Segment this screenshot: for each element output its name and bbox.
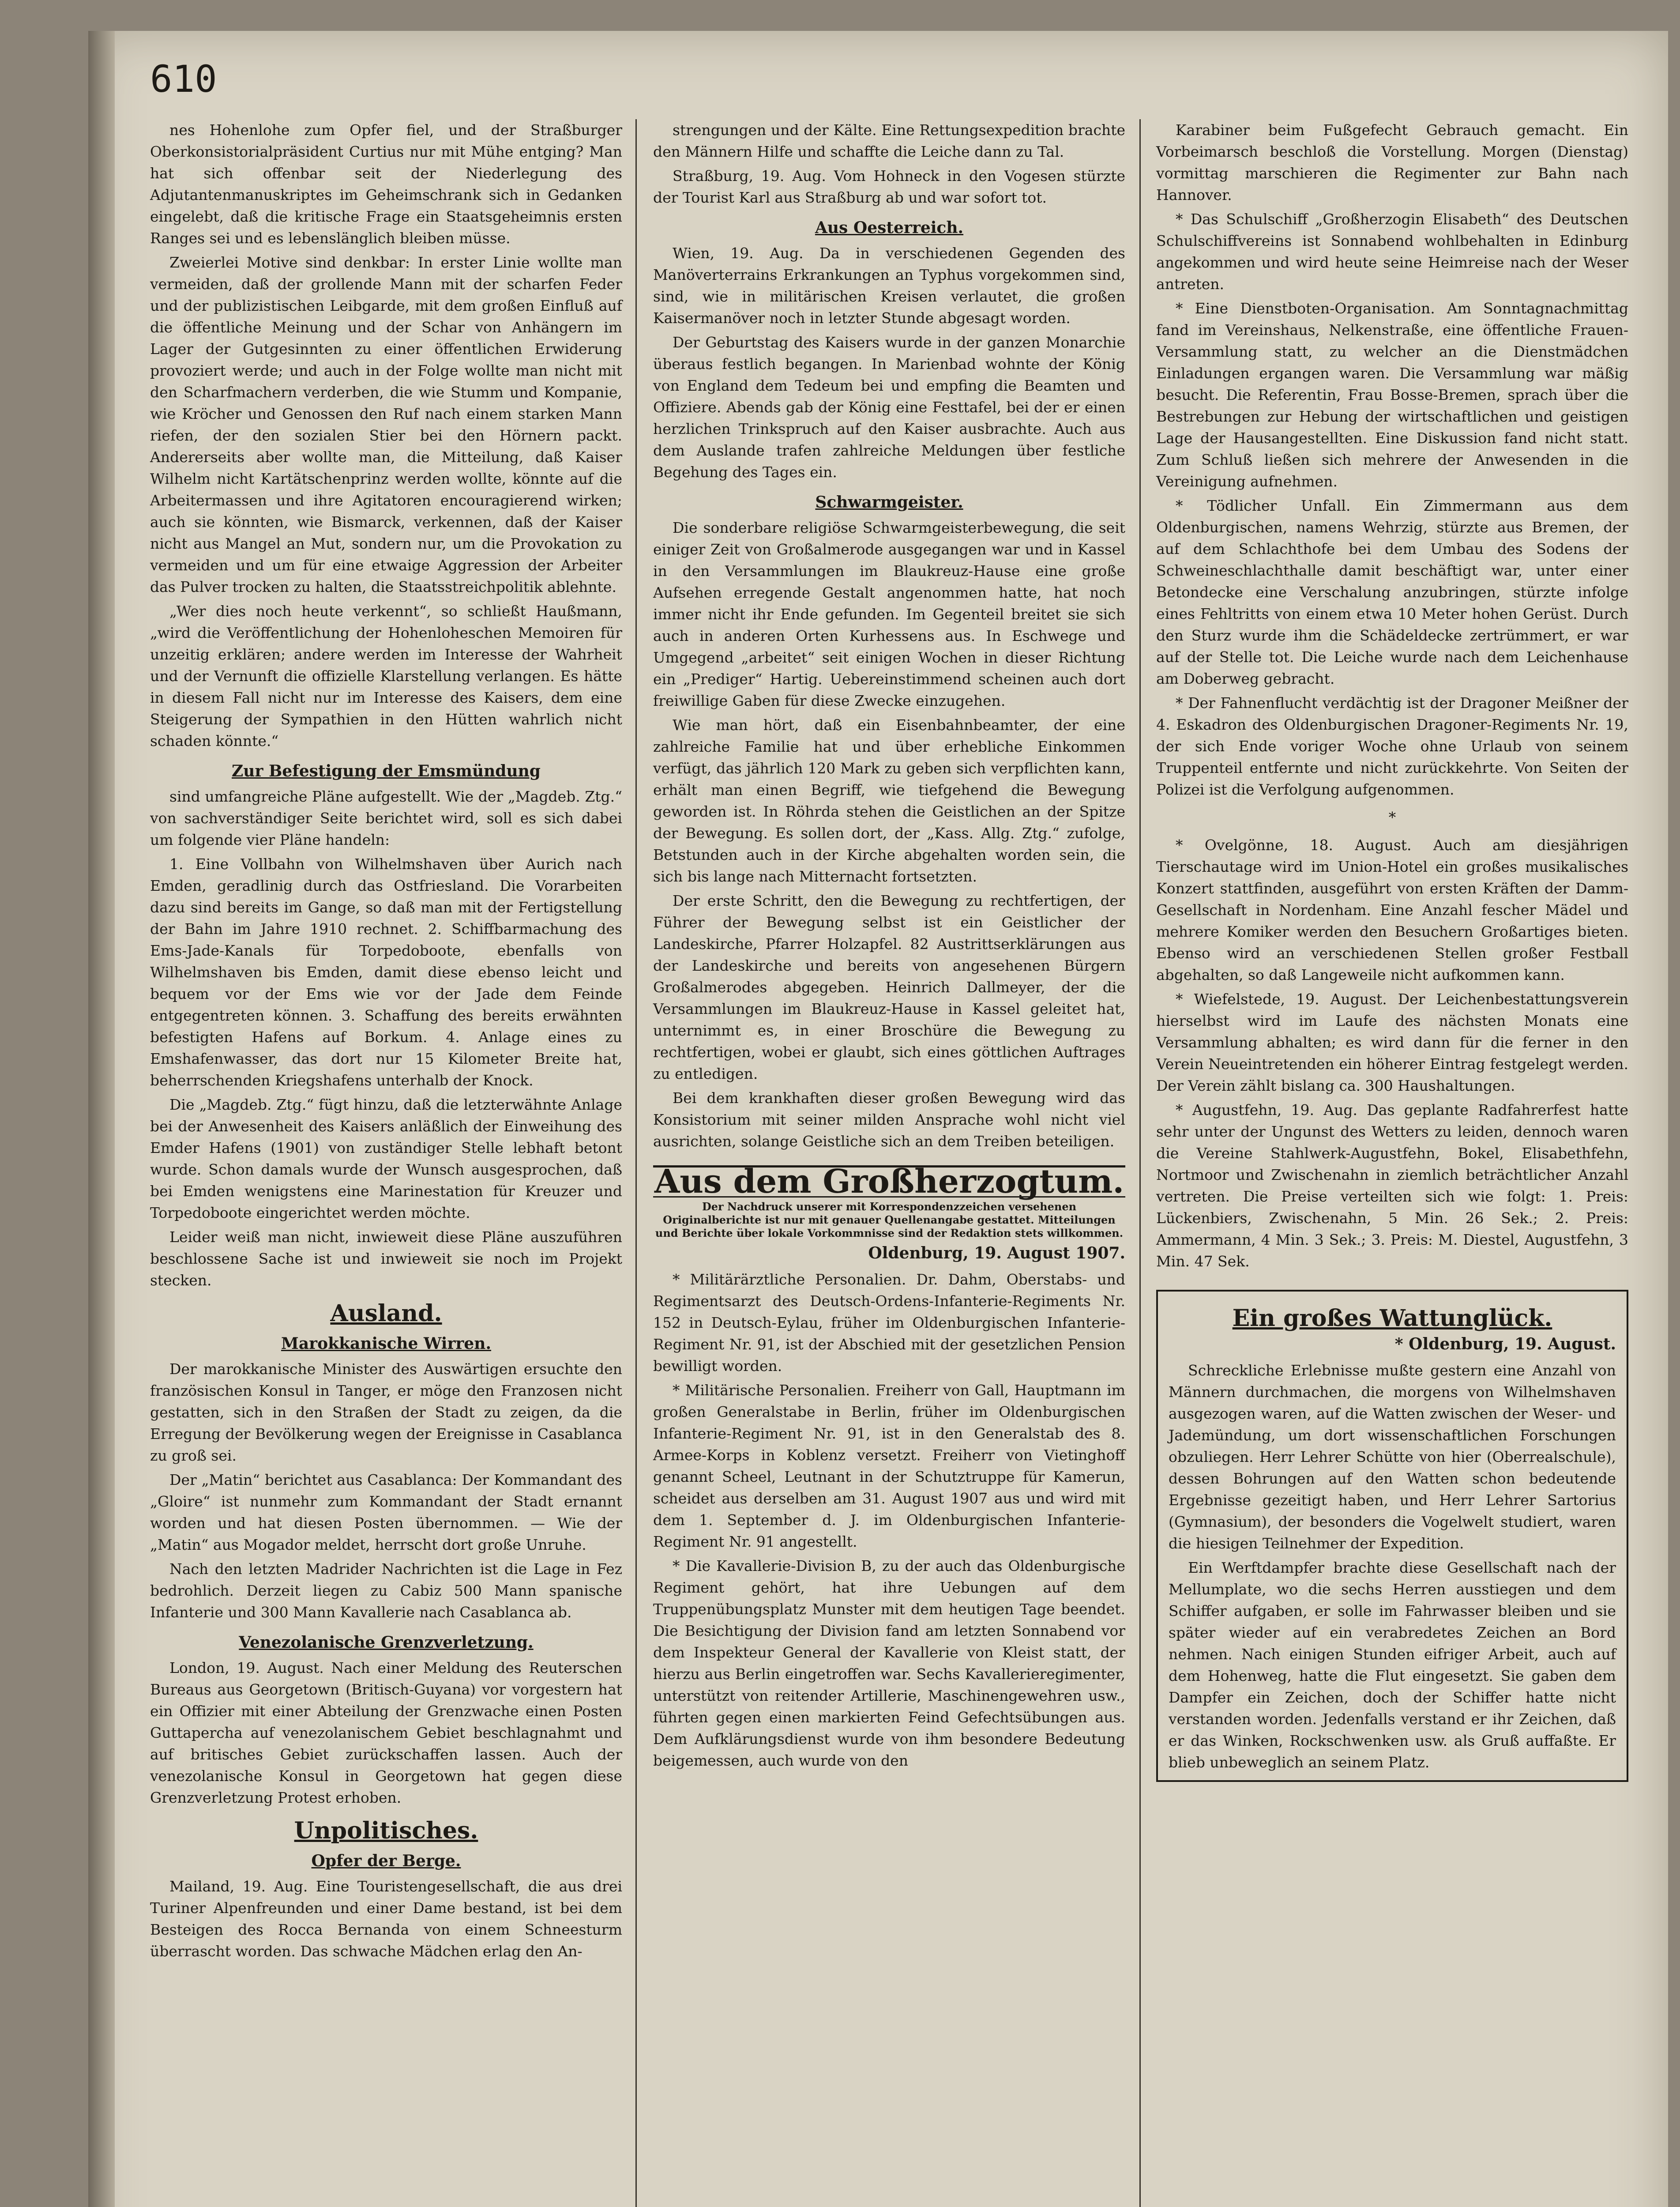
paragraph: sind umfangreiche Pläne aufgestellt. Wie der „Magdeb. Ztg.“ von sachverständiger Seite berichtet wird, soll es sich dabei um folgende vier Pläne handeln:	[150, 788, 622, 848]
column-3	[1156, 119, 1628, 1782]
paragraph: * Militärische Personalien. Freiherr von Gall, Hauptmann im großen Generalstabe in Berlin, früher im Oldenburgischen Infanterie-Regiment Nr. 91, ist in den Generalstab des 8. Armee-Korps in Koblenz versetzt. Freiherr von Vietinghoff genannt Scheel, Leutnant in der Schutztruppe für Kamerun, scheidet aus derselben am 31. August 1907 aus und wird mit dem 1. September d. J. im Oldenburgischen Infanterie-Regiment Nr. 91 angestellt.	[653, 1382, 1125, 1550]
page-number: 610	[150, 57, 217, 101]
paragraph-group	[150, 119, 622, 752]
sub-heading: Marokkanische Wirren.	[281, 1334, 492, 1353]
paragraph: Mailand, 19. Aug. Eine Touristengesellschaft, die aus drei Turiner Alpenfreunden und einer Dame bestand, ist bei dem Besteigen des Rocca Bernanda von einem Schneesturm überrascht worden. Das schwache Mädchen erlag den An-	[150, 1878, 622, 1960]
section-heading: Schwarmgeister.	[815, 493, 963, 512]
section-heading: Zur Befestigung der Emsmündung	[232, 762, 541, 780]
paragraph: * Tödlicher Unfall. Ein Zimmermann aus dem Oldenburgischen, namens Wehrzig, stürzte aus Bremen, der auf dem Schlachthofe bei dem Umbau des Sodens der Schweineschlachthalle damit beschäftigt war, unter einer Betondecke eine Verschalung anzubringen, stürzte infolge eines Fehltritts von einem etwa 10 Meter hohen Gerüst. Durch den Sturz wurde ihm die Schädeldecke zertrümmert, er war auf der Stelle tot. Die Leiche wurde nach dem Leichenhause am Doberweg gebracht.	[1156, 497, 1628, 687]
paragraph: Der marokkanische Minister des Auswärtigen ersuchte den französischen Konsul in Tanger, er möge den Franzosen nicht gestatten, sich in den Straßen der Stadt zu zeigen, da die Erregung der Bevölkerung wegen der Ereignisse in Casablanca zu groß sei.	[150, 1360, 622, 1464]
paragraph: Der erste Schritt, den die Bewegung zu rechtfertigen, der Führer der Bewegung selbst ist ein Geistlicher der Landeskirche, Pfarrer Holzapfel. 82 Austrittserklärungen aus der Landeskirche und bereits von angesehenen Bürgern Großalmerodes abgegeben. Heinrich Dallmeyer, der die Versammlungen im Blaukreuz-Hause in Kassel geleitet hat, unternimmt es, in einer Broschüre die Bewegung zu rechtfertigen, wobei er glaubt, sich eines göttlichen Auftrages zu entledigen.	[653, 892, 1125, 1082]
dateline: Oldenburg, 19. August 1907.	[868, 1244, 1125, 1262]
paragraph: Die sonderbare religiöse Schwarmgeisterbewegung, die seit einiger Zeit von Großalmerode ausgegangen war und in Kassel in den Versammlungen im Blaukreuz-Hause eine große Aufsehen erregende Gestalt angenommen hatte, hat noch immer nicht ihr Ende gefunden. Im Gegenteil breitet sie sich auch in anderen Orten Kurhessens aus. In Eschwege und Umgegend „arbeitet“ seit einigen Wochen in dieser Richtung ein „Prediger“ Hartig. Uebereinstimmend scheinen auch dort freiwillige Gaben für diese Zwecke einzugehen.	[653, 519, 1125, 709]
section-heading: Unpolitisches.	[294, 1817, 478, 1844]
sub-heading: Opfer der Berge.	[311, 1852, 461, 1870]
paragraph: Straßburg, 19. Aug. Vom Hohneck in den Vogesen stürzte der Tourist Karl aus Straßburg ab und war sofort tot.	[653, 167, 1125, 206]
column-rule	[635, 119, 637, 2207]
paragraph: „Wer dies noch heute verkennt“, so schließt Haußmann, „wird die Veröffentlichung der Hohenloheschen Memoiren für unzeitig erklären; andere werden im Interesse der Wahrheit und der Vernunft die offizielle Klarstellung verlangen. Es hätte in diesem Fall nicht nur im Interesse des Kaisers, dem eine Steigerung der Sympathien in den Hütten wahrlich nicht schaden könnte.“	[150, 603, 622, 749]
paragraph: Leider weiß man nicht, inwieweit diese Pläne auszuführen beschlossene Sache ist und inwieweit sie noch im Projekt stecken.	[150, 1228, 622, 1289]
paragraph: Der Geburtstag des Kaisers wurde in der ganzen Monarchie überaus festlich begangen. In Marienbad wohnte der König von England dem Tedeum bei und empfing die Beamten und Offiziere. Abends gab der König eine Festtafel, bei der er einen herzlichen Trinkspruch auf den Kaiser ausbrachte. Auch aus dem Auslande trafen zahlreiche Meldungen über festliche Begehung des Tages ein.	[653, 334, 1125, 481]
paragraph: Zweierlei Motive sind denkbar: In erster Linie wollte man vermeiden, daß der grollende Mann mit der scharfen Feder und der publizistischen Leibgarde, mit dem großen Einfluß auf die öffentliche Meinung und der Schar von Anhängern im Lager der Gutgesinnten zu einer öffentlichen Erwiderung provoziert werde; und auch in der Folge wollte man nicht mit den Scharfmachern verderben, die wie Stumm und Kompanie, wie Kröcher und Genossen den Ruf nach einem starken Mann riefen, der den sozialen Stier bei den Hörnern packt. Andererseits aber wollte man, die Mitteilung, daß Kaiser Wilhelm nicht Kartätschenprinz werden wollte, könnte auf die Arbeitermassen und ihre Agitatoren encouragierend wirken; auch sie könnten, wie Bismarck, verkennen, daß der Kaiser nicht aus Mangel an Mut, sondern nur, um die Provokation zu vermeiden und um für eine etwaige Aggression der Arbeiter das Pulver trocken zu halten, die Staatsstreichpolitik ablehnte.	[150, 254, 622, 595]
article-title: Ein großes Wattunglück.	[1232, 1305, 1552, 1332]
paragraph: nes Hohenlohe zum Opfer fiel, und der Straßburger Oberkonsistorialpräsident Curtius nur mit Mühe entging? Man hat sich offenbar seit der Niederlegung des Adjutantenmanuskriptes im Geheimschrank sich in Gedanken eingelebt, daß die kritische Frage ein Staatsgeheimnis ersten Ranges sei und es lebenslänglich bleiben müsse.	[150, 121, 622, 247]
column-rule	[1139, 119, 1141, 2207]
dateline: * Oldenburg, 19. August.	[1394, 1335, 1616, 1353]
paragraph: Ein Werftdampfer brachte diese Gesellschaft nach der Mellumplate, wo die sechs Herren ausstiegen und dem Schiffer aufgaben, er solle im Fahrwasser bleiben und sie später wieder auf ein verabredetes Zeichen an Bord nehmen. Nach einigen Stunden eifriger Arbeit, auch auf dem Hohenweg, hatte die Flut eingesetzt. Sie gaben dem Dampfer ein Zeichen, doch der Schiffer hatte nicht verstanden worden. Jedenfalls verstand er ihr Zeichen, daß er das Winken, Rockschwenken usw. als Gruß auffaßte. Er blieb unbeweglich an seinem Platz.	[1169, 1559, 1616, 1771]
paragraph: 1. Eine Vollbahn von Wilhelmshaven über Aurich nach Emden, geradlinig durch das Ostfriesland. Die Vorarbeiten dazu sind bereits im Gange, so daß man mit der Fertigstellung der Bahn im Jahre 1910 rechnet. 2. Schiffbarmachung des Ems-Jade-Kanals für Torpedoboote, ebenfalls von Wilhelmshaven bis Emden, damit diese ebenso leicht und bequem vor der Ems wie vor der Jade dem Feinde entgegentreten können. 3. Schaffung des bereits erwähnten befestigten Hafens auf Borkum. 4. Anlage eines zu Emshafenwasser, das dort nur 15 Kilometer Breite hat, beherrschenden Kriegshafens unterhalb der Knock.	[150, 855, 622, 1089]
paragraph: * Militärärztliche Personalien. Dr. Dahm, Oberstabs- und Regimentsarzt des Deutsch-Ordens-Infanterie-Regiments Nr. 152 in Deutsch-Eylau, früher im Oldenburgischen Infanterie-Regiment Nr. 91, ist der Abschied mit der gesetzlichen Pension bewilligt worden.	[653, 1271, 1125, 1375]
paragraph: * Ovelgönne, 18. August. Auch am diesjährigen Tierschautage wird im Union-Hotel ein großes musikalisches Konzert stattfinden, ausgeführt von ersten Kräften der Damm-Gesellschaft in Nordenham. Eine Anzahl fescher Mädel und mehrere Komiker werden den Besuchern Großartiges bieten. Ebenso wird an verschiedenen Stellen großer Festball abgehalten, so daß Langeweile nicht aufkommen kann.	[1156, 836, 1628, 983]
boxed-article	[1156, 1290, 1628, 1782]
sub-heading: Venezolanische Grenzverletzung.	[239, 1633, 534, 1652]
paragraph: * Der Fahnenflucht verdächtig ist der Dragoner Meißner der 4. Eskadron des Oldenburgischen Dragoner-Regiments Nr. 19, der sich Ende voriger Woche ohne Urlaub von seinem Truppenteil entfernte und nicht zurückkehrte. Von Seiten der Polizei ist die Verfolgung aufgenommen.	[1156, 694, 1628, 798]
paragraph: * Wiefelstede, 19. August. Der Leichenbestattungsverein hierselbst wird im Laufe des nächsten Monats eine Versammlung abhalten; es wird dann für die ferner in den Verein Neueintretenden ein höherer Eintrag festgelegt werden. Der Verein zählt bislang ca. 300 Haushaltungen.	[1156, 991, 1628, 1094]
paragraph: Bei dem krankhaften dieser großen Bewegung wird das Konsistorium mit seiner milden Ansprache wohl nicht viel ausrichten, solange Geistliche sich an dem Treiben beteiligen.	[653, 1089, 1125, 1150]
paragraph: strengungen und der Kälte. Eine Rettungsexpedition brachte den Männern Hilfe und schaffte die Leiche dann zu Tal.	[653, 121, 1125, 160]
paragraph: Wien, 19. Aug. Da in verschiedenen Gegenden des Manöverterrains Erkrankungen an Typhus vorgekommen sind, sind, wie in militärischen Kreisen verlautet, die großen Kaisermanöver noch in letzter Stunde abgesagt worden.	[653, 245, 1125, 327]
column-1	[150, 119, 622, 1965]
paragraph: Schreckliche Erlebnisse mußte gestern eine Anzahl von Männern durchmachen, die morgens von Wilhelmshaven ausgezogen waren, auf die Watten zwischen der Weser- und Jademündung, um dort wissenschaftlichen Forschungen obzuliegen. Herr Lehrer Schütte von hier (Oberrealschule), dessen Bohrungen auf den Watten schon bedeutende Ergebnisse gezeitigt haben, und Herr Lehrer Sartorius (Gymnasium), der besonders die Vogelwelt studiert, waren die hiesigen Teilnehmer der Expedition.	[1169, 1362, 1616, 1552]
paragraph: Karabiner beim Fußgefecht Gebrauch gemacht. Ein Vorbeimarsch beschloß die Vorstellung. Morgen (Dienstag) vormittag marschieren die Regimenter zur Bahn nach Hannover.	[1156, 121, 1628, 203]
paragraph: * Eine Dienstboten-Organisation. Am Sonntagnachmittag fand im Vereinshaus, Nelkenstraße, eine öffentliche Frauen-Versammlung statt, zu welcher an die Dienstmädchen Einladungen ergangen waren. Die Versammlung war mäßig besucht. Die Referentin, Frau Bosse-Bremen, sprach über die Bestrebungen zur Hebung der wirtschaftlichen und geistigen Lage der Hausangestellten. Eine Diskussion fand nicht statt. Zum Schluß ließen sich mehrere der Anwesenden in die Vereinigung aufnehmen.	[1156, 300, 1628, 490]
section-separator: *	[1388, 809, 1396, 826]
paragraph: Die „Magdeb. Ztg.“ fügt hinzu, daß die letzterwähnte Anlage bei der Anwesenheit des Kaisers anläßlich der Einweihung des Emder Hafens (1901) von zuständiger Stelle lebhaft betont wurde. Schon damals wurde der Wunsch ausgesprochen, daß bei Emden wenigstens eine Marinestation für Kreuzer und Torpedoboote eingerichtet werden möchte.	[150, 1096, 622, 1221]
paragraph: * Augustfehn, 19. Aug. Das geplante Radfahrerfest hatte sehr unter der Ungunst des Wetters zu leiden, dennoch waren die Vereine Stahlwerk-Augustfehn, Bokel, Elisabethfehn, Nortmoor und Zwischenahn in ziemlich beträchtlicher Anzahl vertreten. Die Preise verteilten sich wie folgt: 1. Preis: Lückenbiers, Zwischenahn, 5 Min. 26 Sek.; 2. Preis: Ammermann, 4 Min. 3 Sek.; 3. Preis: M. Diestel, Augustfehn, 3 Min. 47 Sek.	[1156, 1101, 1628, 1270]
paragraph: London, 19. August. Nach einer Meldung des Reuterschen Bureaus aus Georgetown (Britisch-Guyana) vor vorgestern hat ein Offizier mit einer Abteilung der Grenzwache einen Posten Guttapercha auf venezolanischem Gebiet beschlagnahmt und auf britisches Gebiet zurückschaffen lassen. Auch der venezolanische Konsul in Georgetown hat gegen diese Grenzverletzung Protest erhoben.	[150, 1659, 622, 1806]
column-2	[653, 119, 1125, 1774]
paragraph: Der „Matin“ berichtet aus Casablanca: Der Kommandant des „Gloire“ ist nunmehr zum Kommandant der Stadt ernannt worden und hat diesen Posten übernommen. — Wie der „Matin“ aus Mogador meldet, herrscht dort große Unruhe.	[150, 1471, 622, 1553]
paragraph: * Die Kavallerie-Division B, zu der auch das Oldenburgische Regiment gehört, hat ihre Uebungen auf dem Truppenübungsplatz Munster mit dem heutigen Tage beendet. Die Besichtigung der Division fand am letzten Sonnabend vor dem Inspekteur General der Kavallerie von Kleist statt, der hierzu aus Berlin eingetroffen war. Sechs Kavallerieregimenter, unterstützt von reitender Artillerie, Maschinengewehren usw., führten gegen einen markierten Feind Gefechtsübungen aus. Dem Aufklärungsdienst wurde von ihm besondere Bedeutung beigemessen, auch wurde von den	[653, 1557, 1125, 1769]
paragraph: Nach den letzten Madrider Nachrichten ist die Lage in Fez bedrohlich. Derzeit liegen zu Cabiz 500 Mann spanische Infanterie und 300 Mann Kavallerie nach Casablanca ab.	[150, 1560, 622, 1621]
section-heading: Aus Oesterreich.	[815, 218, 964, 237]
paragraph: Wie man hört, daß ein Eisenbahnbeamter, der eine zahlreiche Familie hat und über erhebliche Einkommen verfügt, das jährlich 120 Mark zu geben sich verpflichten kann, erhält man einen Begriff, wie tiefgehend die Bewegung geworden ist. In Röhrda stehen die Geistlichen an der Spitze der Bewegung. Es sollen dort, der „Kass. Allg. Ztg.“ zufolge, Betstunden auch in der Kirche abgehalten worden sein, die sich bis lange nach Mitternacht fortsetzten.	[653, 716, 1125, 885]
reprint-notice: Der Nachdruck unserer mit Korrespondenzzeichen versehenen Originalberichte ist nur mit genauer Quellenangabe gestattet. Mitteilungen und Berichte über lokale Vorkommnisse sind der Redaktion stets willkommen.	[655, 1200, 1124, 1239]
paragraph: * Das Schulschiff „Großherzogin Elisabeth“ des Deutschen Schulschiffvereins ist Sonnabend wohlbehalten in Edinburg angekommen und wird heute seine Heimreise nach der Weser antreten.	[1156, 211, 1628, 293]
binding-gutter	[88, 31, 115, 2207]
newspaper-page	[88, 31, 1668, 2207]
regional-section-title: Aus dem Großherzogtum.	[653, 1165, 1125, 1198]
section-heading: Ausland.	[330, 1300, 442, 1327]
